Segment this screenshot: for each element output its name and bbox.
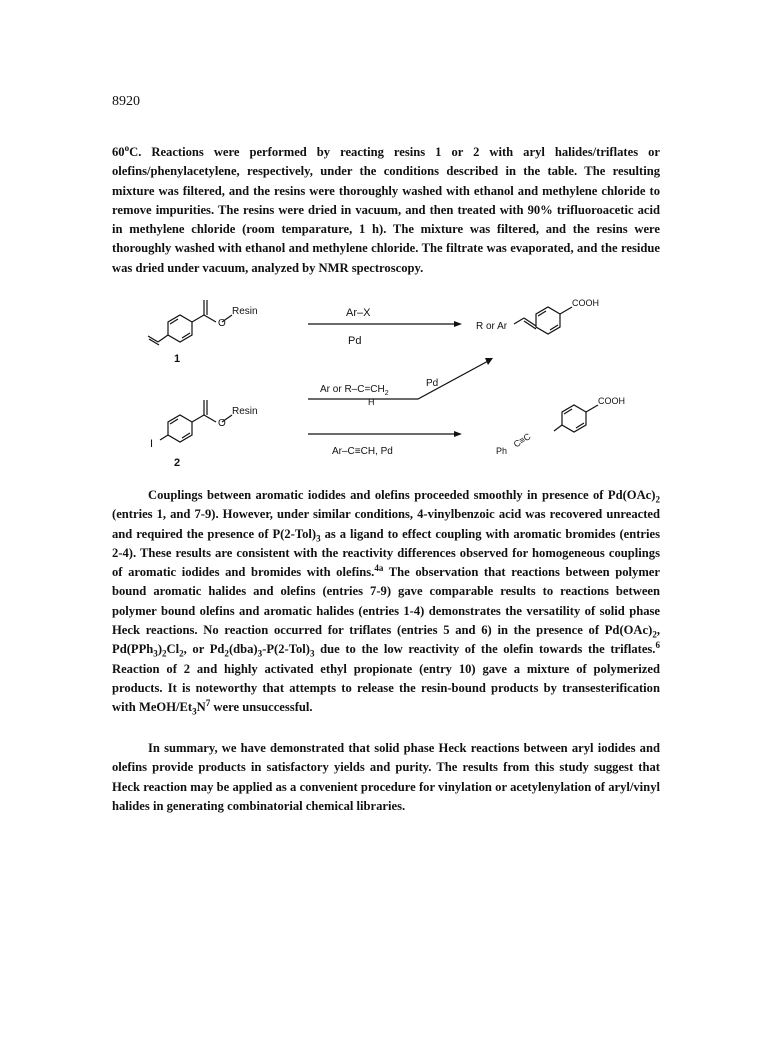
methods-paragraph: 60$^o$C. Reactions were performed by reacting resins 1 or 2 with aryl halides/triflates or olefins/phenylacetylene, respectively, under the conditions described in the table. The resulting mixture was filtered, and the resins were thoroughly washed with ethanol and methylene chloride to remove impurities. The resins were dried in vacuum, and then treated with 90% trifluoroacetic acid in methylene chloride (room temparature, 1 h). The mixture was filtered, and the resins were thoroughly washed with ethanol and methylene chloride. The filtrate was evaporated, and the residue was dried under vacuum, analyzed by NMR spectroscopy. <box>112 142 660 275</box>
arrow-2-catalyst: Pd <box>426 378 439 389</box>
results-paragraph: Couplings between aromatic iodides and olefins proceeded smoothly in presence of $Pd(OAc)_2$ (entries 1, and 7-9). However, under similar conditions, 4-vinylbenzoic acid was recovered unreacted and required the presence of $P(2-Tol)_3$ as a ligand to effect coupling with aromatic bromides (entries 2-4). These results are consistent with the reactivity differences observed for homogeneous couplings of aromatic iodides and bromides with olefins.$^{4a}$ The observation that reactions between polymer bound aromatic halides and olefins (entries 7-9) gave comparable results to reactions between polymer bound olefins and aromatic halides (entries 1-4) demonstrates the versatility of solid phase Heck reactions. No reaction occurred for triflates (entries 5 and 6) in the presence of $Pd(OAc)_2$, $Pd(PPh_3)_2Cl_2$, or $Pd_2(dba)_3-P(2-Tol)_3$ due to the low reactivity of the olefin towards the triflates.$^6$ Reaction of 2 and highly activated ethyl propionate (entry 10) gave a mixture of polymerized products. It is noteworthy that attempts to release the resin-bound products by transesterification with MeOH/$Et_3N^7$ were unsuccessful. <box>112 488 661 717</box>
product-1-cooh: COOH <box>572 298 599 308</box>
arrow-2-reagent: Ar or $R-C=CH_2$ <box>320 384 389 397</box>
arrow-2-hydrogen: H <box>368 397 375 407</box>
compound-1-label: 1 <box>174 353 181 365</box>
ester-oxygen-1: O <box>218 318 226 329</box>
resin-label-2: Resin <box>232 406 258 417</box>
resin-label-1: Resin <box>232 306 258 317</box>
reaction-scheme <box>112 282 660 482</box>
iodo-label: I <box>150 438 154 450</box>
arrow-1-reagent: Ar–X <box>346 307 371 319</box>
compound-2-label: 2 <box>174 457 181 469</box>
product-1-structure <box>514 307 572 334</box>
summary-paragraph: In summary, we have demonstrated that solid phase Heck reactions between aryl iodides and olefins provide products in satisfactory yields and purity. The results from this study suggest that Heck reaction may be applied as a convenient procedure for vinylation or acetylenylation of aryl/vinyl halides in generating combinatorial chemical libraries. <box>112 741 660 813</box>
page-number: 8920 <box>112 94 140 109</box>
phenyl-label: Ph <box>496 446 508 456</box>
arrow-3-reagent: Ar–C≡CH, Pd <box>332 446 393 457</box>
ester-oxygen-2: O <box>218 418 226 429</box>
product-2-structure <box>554 405 598 432</box>
product-1-prefix: R or Ar <box>476 321 508 332</box>
product-2-cooh: COOH <box>598 396 625 406</box>
arrow-1-catalyst: Pd <box>348 335 362 347</box>
alkyne-label: C≡C <box>511 431 533 450</box>
